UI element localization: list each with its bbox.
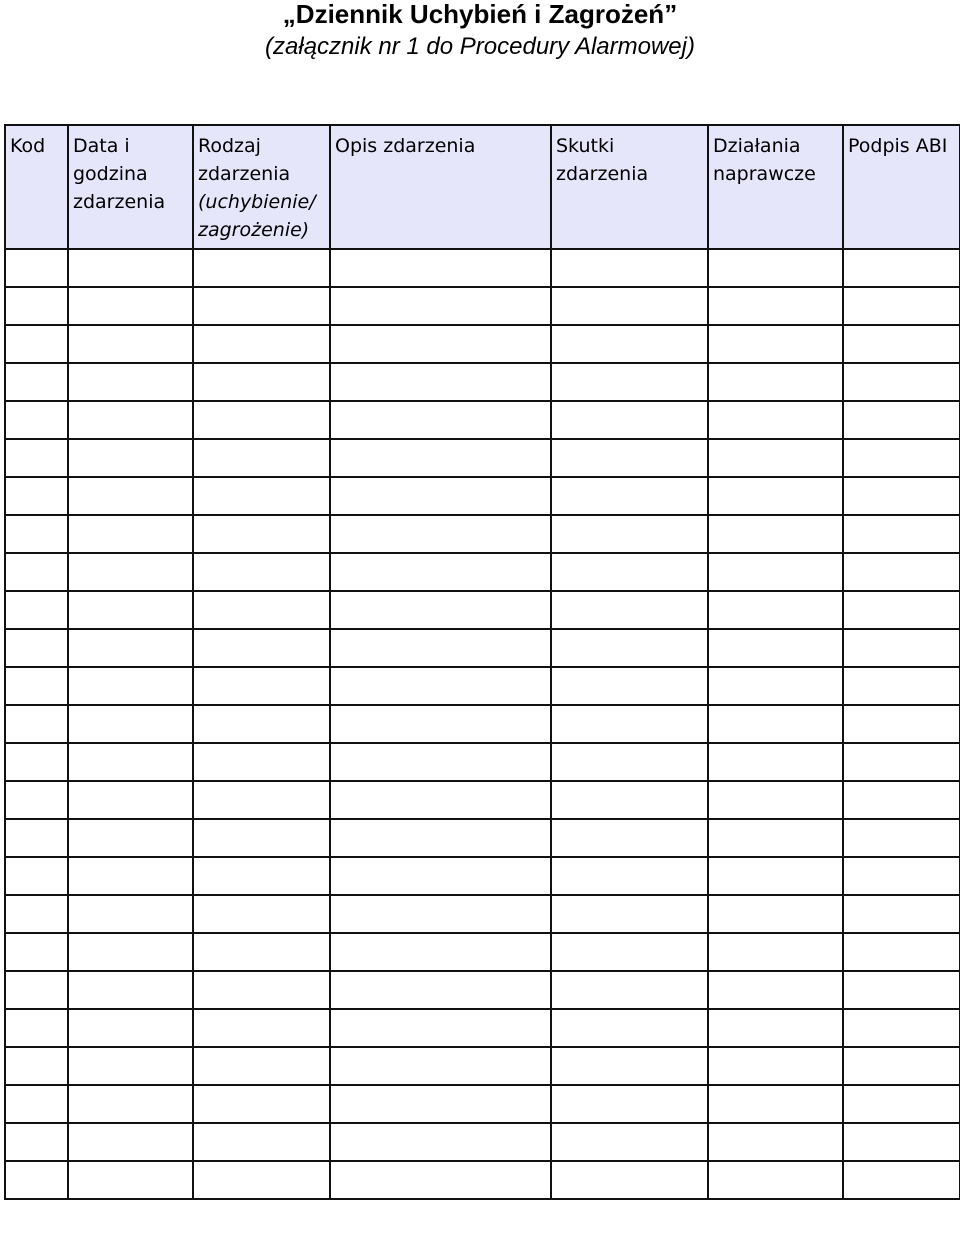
table-cell[interactable] [330, 857, 551, 895]
table-cell[interactable] [551, 857, 708, 895]
table-cell[interactable] [5, 857, 68, 895]
table-cell[interactable] [551, 895, 708, 933]
table-cell[interactable] [5, 325, 68, 363]
table-cell[interactable] [68, 439, 193, 477]
header-dzialania: Działania naprawcze [708, 125, 843, 249]
table-row [5, 933, 960, 971]
table-cell[interactable] [551, 325, 708, 363]
table-cell[interactable] [68, 781, 193, 819]
table-cell[interactable] [843, 1009, 960, 1047]
table-row [5, 857, 960, 895]
table-cell[interactable] [5, 515, 68, 553]
table-cell[interactable] [551, 819, 708, 857]
table-cell[interactable] [708, 857, 843, 895]
table-cell[interactable] [708, 819, 843, 857]
table-cell[interactable] [843, 781, 960, 819]
table-cell[interactable] [843, 363, 960, 401]
table-cell[interactable] [843, 439, 960, 477]
table-cell[interactable] [330, 781, 551, 819]
table-cell[interactable] [68, 1009, 193, 1047]
table-cell[interactable] [193, 439, 330, 477]
table-cell[interactable] [68, 857, 193, 895]
table-cell[interactable] [5, 1047, 68, 1085]
table-cell[interactable] [551, 781, 708, 819]
table-cell[interactable] [551, 971, 708, 1009]
table-cell[interactable] [843, 895, 960, 933]
header-rodzaj [193, 125, 330, 249]
table-cell[interactable] [330, 439, 551, 477]
table-cell[interactable] [193, 705, 330, 743]
table-cell[interactable] [5, 401, 68, 439]
table-cell[interactable] [551, 515, 708, 553]
table-cell[interactable] [193, 895, 330, 933]
table-cell[interactable] [843, 249, 960, 287]
table-row [5, 1161, 960, 1199]
table-cell[interactable] [708, 591, 843, 629]
table-row [5, 477, 960, 515]
table-cell[interactable] [193, 1123, 330, 1161]
table-row [5, 591, 960, 629]
table-cell[interactable] [551, 553, 708, 591]
table-cell[interactable] [330, 249, 551, 287]
table-cell[interactable] [843, 1047, 960, 1085]
table-cell[interactable] [68, 249, 193, 287]
table-cell[interactable] [708, 363, 843, 401]
table-body [5, 249, 960, 1199]
table-cell[interactable] [330, 363, 551, 401]
table-cell[interactable] [708, 515, 843, 553]
table-cell[interactable] [843, 1161, 960, 1199]
table-cell[interactable] [843, 933, 960, 971]
table-cell[interactable] [68, 1085, 193, 1123]
table-cell[interactable] [551, 249, 708, 287]
table-cell[interactable] [708, 743, 843, 781]
table-cell[interactable] [708, 249, 843, 287]
table-cell[interactable] [843, 667, 960, 705]
header-rodzaj-label: Rodzaj zdarzenia [198, 135, 291, 185]
table-cell[interactable] [551, 363, 708, 401]
table-cell[interactable] [708, 895, 843, 933]
table-cell[interactable] [5, 1123, 68, 1161]
table-cell[interactable] [193, 515, 330, 553]
table-cell[interactable] [193, 287, 330, 325]
table-cell[interactable] [5, 933, 68, 971]
table-cell[interactable] [68, 287, 193, 325]
table-cell[interactable] [193, 933, 330, 971]
table-cell[interactable] [5, 553, 68, 591]
table-cell[interactable] [708, 971, 843, 1009]
table-cell[interactable] [5, 363, 68, 401]
header-podpis: Podpis ABI [843, 125, 960, 249]
table-cell[interactable] [193, 1085, 330, 1123]
table-cell[interactable] [193, 743, 330, 781]
table-cell[interactable] [5, 971, 68, 1009]
table-cell[interactable] [330, 667, 551, 705]
table-cell[interactable] [843, 743, 960, 781]
table-row [5, 971, 960, 1009]
table-cell[interactable] [5, 439, 68, 477]
table-cell[interactable] [5, 477, 68, 515]
table-cell[interactable] [330, 1123, 551, 1161]
table-cell[interactable] [843, 325, 960, 363]
table-cell[interactable] [193, 781, 330, 819]
table-cell[interactable] [5, 1085, 68, 1123]
table-cell[interactable] [551, 743, 708, 781]
table-cell[interactable] [551, 591, 708, 629]
table-cell[interactable] [68, 1161, 193, 1199]
table-cell[interactable] [330, 705, 551, 743]
table-cell[interactable] [68, 971, 193, 1009]
table-cell[interactable] [68, 705, 193, 743]
table-cell[interactable] [68, 363, 193, 401]
header-rodzaj-note: (uchybienie/ zagrożenie) [198, 191, 316, 241]
table-cell[interactable] [193, 363, 330, 401]
table-row [5, 705, 960, 743]
table-cell[interactable] [708, 1161, 843, 1199]
table-cell[interactable] [193, 477, 330, 515]
table-cell[interactable] [330, 895, 551, 933]
table-cell[interactable] [330, 1009, 551, 1047]
document-title: „Dziennik Uchybień i Zagrożeń” [282, 0, 678, 29]
table-cell[interactable] [68, 743, 193, 781]
table-row [5, 1123, 960, 1161]
table-cell[interactable] [708, 439, 843, 477]
table-cell[interactable] [68, 895, 193, 933]
table-cell[interactable] [330, 553, 551, 591]
table-cell[interactable] [68, 1123, 193, 1161]
table-cell[interactable] [843, 971, 960, 1009]
table-cell[interactable] [551, 705, 708, 743]
table-cell[interactable] [708, 667, 843, 705]
table-cell[interactable] [843, 1123, 960, 1161]
table-cell[interactable] [330, 591, 551, 629]
table-cell[interactable] [68, 591, 193, 629]
table-cell[interactable] [5, 705, 68, 743]
header-skutki: Skutki zdarzenia [551, 125, 708, 249]
table-cell[interactable] [68, 629, 193, 667]
table-cell[interactable] [68, 325, 193, 363]
table-cell[interactable] [5, 591, 68, 629]
table-cell[interactable] [330, 1047, 551, 1085]
table-cell[interactable] [843, 591, 960, 629]
table-cell[interactable] [843, 515, 960, 553]
table-cell[interactable] [193, 249, 330, 287]
table-row [5, 287, 960, 325]
table-cell[interactable] [68, 553, 193, 591]
table-cell[interactable] [843, 401, 960, 439]
table-row [5, 325, 960, 363]
incident-log-table [4, 124, 960, 1200]
table-cell[interactable] [193, 857, 330, 895]
table-cell[interactable] [708, 933, 843, 971]
table-cell[interactable] [193, 1161, 330, 1199]
table-cell[interactable] [193, 553, 330, 591]
table-cell[interactable] [5, 743, 68, 781]
table-row [5, 629, 960, 667]
table-cell[interactable] [843, 1085, 960, 1123]
table-cell[interactable] [68, 515, 193, 553]
table-row [5, 249, 960, 287]
table-cell[interactable] [551, 1047, 708, 1085]
table-cell[interactable] [68, 819, 193, 857]
table-cell[interactable] [330, 401, 551, 439]
table-cell[interactable] [330, 819, 551, 857]
table-cell[interactable] [330, 933, 551, 971]
table-cell[interactable] [551, 401, 708, 439]
table-cell[interactable] [193, 667, 330, 705]
table-cell[interactable] [843, 287, 960, 325]
table-row [5, 667, 960, 705]
table-row [5, 1047, 960, 1085]
table-cell[interactable] [843, 477, 960, 515]
table-cell[interactable] [193, 401, 330, 439]
table-cell[interactable] [551, 1123, 708, 1161]
table-cell[interactable] [68, 1047, 193, 1085]
table-cell[interactable] [843, 553, 960, 591]
table-cell[interactable] [68, 401, 193, 439]
document-subtitle: (załącznik nr 1 do Procedury Alarmowej) [265, 33, 695, 60]
table-cell[interactable] [708, 325, 843, 363]
table-cell[interactable] [551, 629, 708, 667]
table-row [5, 781, 960, 819]
table-cell[interactable] [5, 781, 68, 819]
table-cell[interactable] [708, 705, 843, 743]
table-cell[interactable] [551, 1009, 708, 1047]
table-cell[interactable] [330, 287, 551, 325]
table-row [5, 743, 960, 781]
table-cell[interactable] [843, 819, 960, 857]
table-cell[interactable] [551, 439, 708, 477]
table-cell[interactable] [5, 895, 68, 933]
table-cell[interactable] [708, 477, 843, 515]
table-row [5, 363, 960, 401]
table-cell[interactable] [5, 287, 68, 325]
table-cell[interactable] [68, 933, 193, 971]
header-opis: Opis zdarzenia [330, 125, 551, 249]
table-cell[interactable] [708, 553, 843, 591]
table-cell[interactable] [708, 1085, 843, 1123]
table-cell[interactable] [330, 629, 551, 667]
table-cell[interactable] [551, 933, 708, 971]
table-cell[interactable] [708, 781, 843, 819]
header-data-godzina: Data i godzina zdarzenia [68, 125, 193, 249]
table-cell[interactable] [330, 515, 551, 553]
table-cell[interactable] [330, 743, 551, 781]
table-cell[interactable] [193, 971, 330, 1009]
table-cell[interactable] [5, 1009, 68, 1047]
table-cell[interactable] [843, 705, 960, 743]
table-cell[interactable] [68, 667, 193, 705]
table-cell[interactable] [551, 667, 708, 705]
table-cell[interactable] [330, 1161, 551, 1199]
table-cell[interactable] [5, 629, 68, 667]
table-cell[interactable] [330, 325, 551, 363]
table-cell[interactable] [551, 1085, 708, 1123]
table-row [5, 553, 960, 591]
table-row [5, 439, 960, 477]
table-cell[interactable] [708, 1123, 843, 1161]
table-cell[interactable] [5, 249, 68, 287]
table-cell[interactable] [708, 287, 843, 325]
table-row [5, 401, 960, 439]
table-cell[interactable] [193, 819, 330, 857]
table-cell[interactable] [193, 629, 330, 667]
table-row [5, 515, 960, 553]
table-row [5, 1009, 960, 1047]
table-header-row [5, 125, 960, 249]
table-cell[interactable] [5, 1161, 68, 1199]
table-row [5, 819, 960, 857]
table-cell[interactable] [708, 629, 843, 667]
table-cell[interactable] [193, 325, 330, 363]
table-cell[interactable] [551, 287, 708, 325]
table-cell[interactable] [708, 1009, 843, 1047]
table-cell[interactable] [330, 477, 551, 515]
table-cell[interactable] [551, 1161, 708, 1199]
table-cell[interactable] [330, 1085, 551, 1123]
table-cell[interactable] [193, 591, 330, 629]
table-row [5, 1085, 960, 1123]
table-cell[interactable] [5, 667, 68, 705]
table-cell[interactable] [708, 401, 843, 439]
table-cell[interactable] [843, 857, 960, 895]
table-cell[interactable] [5, 819, 68, 857]
header-kod: Kod [5, 125, 68, 249]
table-cell[interactable] [843, 629, 960, 667]
table-cell[interactable] [193, 1047, 330, 1085]
table-cell[interactable] [193, 1009, 330, 1047]
table-row [5, 895, 960, 933]
table-cell[interactable] [330, 971, 551, 1009]
table-cell[interactable] [68, 477, 193, 515]
table-cell[interactable] [708, 1047, 843, 1085]
table-cell[interactable] [551, 477, 708, 515]
